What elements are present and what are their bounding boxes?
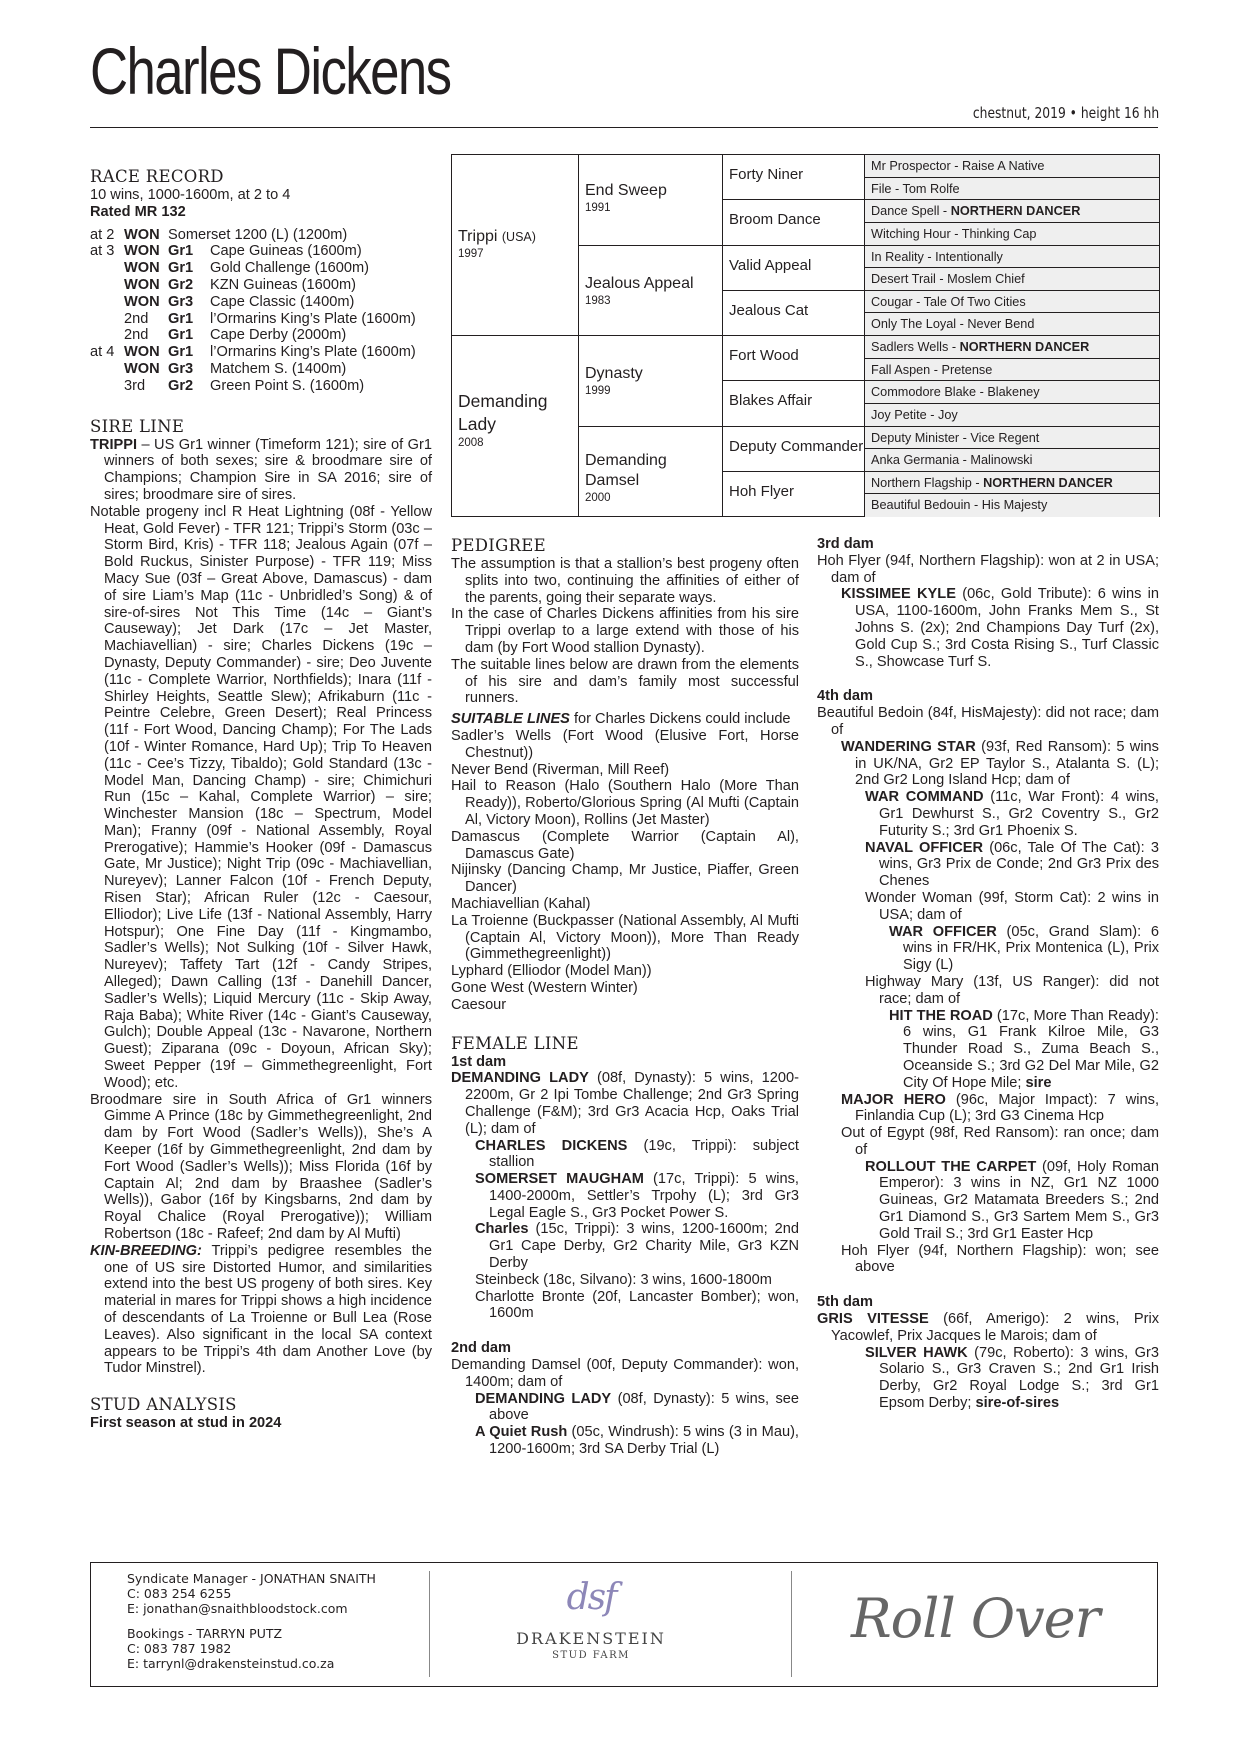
ped-gen4-text: Witching Hour - Thinking Cap — [871, 226, 1037, 241]
ped-gen2-year: 1991 — [585, 202, 611, 214]
ped-dam-cell — [452, 336, 579, 517]
suitable-lines-intro — [451, 711, 799, 728]
ped-gen2-name: Dynasty — [585, 365, 643, 382]
dam1-progeny-item — [475, 1138, 799, 1172]
ped-gen4-text: Joy Petite - Joy — [871, 407, 958, 422]
ped-dam-name: Demanding Lady — [458, 391, 548, 434]
dam1-progeny-item — [475, 1221, 799, 1271]
race-record-race: Cape Guineas (1600m) — [210, 243, 362, 260]
ped-gen4-text: Fall Aspen - Pretense — [871, 362, 993, 377]
dam1-entry — [451, 1070, 799, 1137]
ped-gen4-cell — [865, 427, 1159, 450]
dam1-progeny-text: (19c, Trippi): subject stallion — [489, 1137, 799, 1171]
dam5-progeny-silver-hawk: SILVER HAWK (79c, Roberto): 3 wins, Gr3 Solario S., Gr3 Craven S.; 2nd Gr1 Irish Derby, Gr2 Royal Lodge S.; 3rd Gr1 Epsom Derby; sire-of-sires — [865, 1344, 1159, 1412]
kin-breeding-paragraph — [90, 1243, 432, 1377]
ped-gen2-cell — [579, 427, 723, 517]
race-record-rating: Rated MR 132 — [90, 203, 186, 220]
ped-gen2-name: Jealous Appeal — [585, 275, 694, 292]
dam1-progeny-name: CHARLES DICKENS — [475, 1137, 628, 1154]
race-record-grade: Gr2 — [168, 276, 194, 293]
race-record-race: Cape Classic (1400m) — [210, 293, 355, 310]
ped-gen3-cell — [723, 155, 865, 200]
race-record-race: Gold Challenge (1600m) — [210, 260, 369, 277]
race-record-race: Matchem S. (1400m) — [210, 360, 347, 377]
ped-gen4-text: Deputy Minister - Vice Regent — [871, 430, 1040, 445]
dam1-progeny-name: Charles — [475, 1221, 529, 1238]
left-column — [90, 167, 432, 1432]
race-record-result: WON — [124, 226, 160, 243]
race-record-grade: Gr1 — [168, 243, 194, 260]
dam1-progeny-list — [451, 1138, 799, 1323]
race-record-result: 2nd — [124, 310, 149, 327]
race-record-grade: Gr1 — [168, 310, 194, 327]
race-record-grade: Gr1 — [168, 344, 194, 361]
ped-gen4-cell — [865, 359, 1159, 382]
dsf-monogram-icon: dsf — [566, 1577, 616, 1618]
dam2-progeny-text: (08f, Dynasty): 5 wins, see above — [489, 1390, 799, 1424]
dam2-entry: Demanding Damsel (00f, Deputy Commander): won, 1400m; dam of — [451, 1357, 799, 1390]
dam4-label: 4th dam — [817, 688, 873, 705]
ped-gen3-name: Valid Appeal — [729, 256, 812, 274]
race-record-grade: Gr3 — [168, 360, 194, 377]
race-record-result: WON — [124, 276, 160, 293]
dam1-progeny-text: (15c, Trippi): 3 wins, 1200-1600m; 2nd Gr1 Cape Derby, Gr2 Charity Mile, Gr3 KZN Derby — [489, 1221, 799, 1272]
race-record-summary: 10 wins, 1000-1600m, at 2 to 4 — [90, 187, 291, 203]
ped-gen4-text: In Reality - Intentionally — [871, 249, 1003, 264]
ped-sire-name: Trippi (USA) — [458, 228, 536, 245]
header-rule — [90, 127, 1158, 128]
race-record-age: at 3 — [90, 243, 115, 260]
roll-over-script-logo: Roll Over — [851, 1587, 1100, 1650]
dam4-progeny-out-of-egypt: Out of Egypt (98f, Red Ransom): ran once; dam of — [841, 1125, 1159, 1158]
dam2-progeny-name: A Quiet Rush — [475, 1424, 568, 1441]
race-record-age — [90, 294, 124, 311]
ped-gen4-cell — [865, 494, 1159, 517]
ped-gen4-cell — [865, 381, 1159, 404]
kin-breeding-label: KIN-BREEDING: — [90, 1242, 202, 1259]
syndicate-manager: Syndicate Manager - JONATHAN SNAITH — [127, 1571, 376, 1586]
race-record-age: at 2 — [90, 226, 115, 243]
trippi-name: TRIPPI — [90, 436, 138, 453]
dam4-progeny-highway-mary: Highway Mary (13f, US Ranger): did not race; dam of — [865, 973, 1159, 1007]
suitable-line-item: Lyphard (Elliodor (Model Man)) — [451, 963, 652, 980]
kin-breeding-text: Trippi’s pedigree resembles the one of US sire Distorted Humor, and similarities extend into the best US progeny of both sires. Key material in mares for Trippi shows a high incidence of descendants of La Troienne or Bull Lea (Rose Leaves). Also significant in the local SA context appears to be Trippi’s 4th dam Another Love (by Tudor Minstrel). — [104, 1242, 432, 1377]
dam1-label: 1st dam — [451, 1053, 507, 1070]
stud-analysis-text: First season at stud in 2024 — [90, 1415, 282, 1432]
dam4-progeny-rollout-the-carpet: ROLLOUT THE CARPET (09f, Holy Roman Emperor): 3 wins in NZ, Gr1 NZ 1000 Guineas, Gr2 Matamata Breeders S.; 2nd Gr1 Diamond S., Gr3 Sartem Mem S., Gr3 Gold Trail S.; 3rd Gr1 Easter Hcp — [865, 1158, 1159, 1242]
ped-gen4-cell — [865, 268, 1159, 291]
race-record-result: WON — [124, 293, 160, 310]
dam2-progeny-text: (05c, Windrush): 5 wins (3 in Mau), 1200-1600m; 3rd SA Derby Trial (L) — [489, 1424, 799, 1458]
bookings-manager: Bookings - TARRYN PUTZ — [127, 1626, 283, 1641]
race-record-list — [90, 227, 432, 395]
ped-gen4-text: Northern Flagship - — [871, 475, 984, 490]
ped-gen4-cell — [865, 178, 1159, 201]
ped-gen4-cell — [865, 155, 1159, 178]
dam4-progeny-wandering-star: WANDERING STAR (93f, Red Ransom): 5 wins in UK/NA, Gr2 EP Taylor S., Atalanta S. (L); 2nd Gr2 Long Island Hcp; dam of — [841, 738, 1159, 789]
female-line-heading: FEMALE LINE — [451, 1033, 579, 1053]
suitable-lines-text: for Charles Dickens could include — [569, 711, 791, 728]
race-record-grade: Gr1 — [168, 327, 194, 344]
dam1-name: DEMANDING LADY — [451, 1070, 589, 1087]
bookings-email[interactable]: E: tarrynl@drakensteinstud.co.za — [127, 1656, 335, 1671]
ped-gen3-name: Jealous Cat — [729, 301, 809, 319]
ped-gen2-year: 1999 — [585, 385, 611, 397]
suitable-lines-list — [451, 728, 799, 1014]
suitable-line-item: Gone West (Western Winter) — [451, 979, 638, 996]
dam1-progeny-item — [475, 1289, 799, 1323]
dam4-entry: Beautiful Bedoin (84f, HisMajesty): did not race; dam of — [817, 705, 1159, 738]
dam3-label: 3rd dam — [817, 536, 874, 552]
dam5-entry: GRIS VITESSE (66f, Amerigo): 2 wins, Prix Yacowlef, Prix Jacques le Marois; dam of — [817, 1311, 1159, 1344]
ped-gen4-cell — [865, 200, 1159, 223]
dam1-progeny-text: (17c, Trippi): 5 wins, 1400-2000m, Settler’s Trpohy (L); 3rd Gr3 Legal Eagle S., Gr3 Pocket Power S. — [489, 1171, 799, 1221]
ped-gen4-highlight: NORTHERN DANCER — [950, 204, 1081, 219]
divider-2 — [791, 1571, 792, 1677]
dam4-progeny-major-hero: MAJOR HERO (96c, Major Impact): 7 wins, Finlandia Cup (L); 3rd G3 Cinema Hcp — [841, 1091, 1159, 1125]
race-record-row — [90, 294, 432, 311]
race-record-age — [90, 311, 124, 328]
horse-subtitle: chestnut, 2019 • height 16 hh — [972, 104, 1159, 122]
stud-analysis-heading: STUD ANALYSIS — [90, 1395, 237, 1415]
race-record-row — [90, 361, 432, 378]
suitable-line-item: Nijinsky (Dancing Champ, Mr Justice, Piaffer, Green Dancer) — [451, 862, 799, 896]
ped-gen3-name: Deputy Commander — [729, 437, 864, 455]
ped-gen3-name: Broom Dance — [729, 211, 821, 229]
ped-gen4-cell — [865, 404, 1159, 427]
race-record-result: WON — [124, 360, 160, 377]
ped-gen3-cell — [723, 381, 865, 426]
divider-1 — [429, 1571, 430, 1677]
footer-box — [90, 1562, 1158, 1687]
ped-gen4-cell — [865, 291, 1159, 314]
sire-line-heading: SIRE LINE — [90, 416, 185, 436]
dam3-progeny: KISSIMEE KYLE (06c, Gold Tribute): 6 wins in USA, 1100-1600m, John Franks Mem S., St Johns S. (2x); 2nd Champions Day Turf (2x), Gold Cup S.; 3rd Costa Rising S., Turf Classic S., Showcase Turf S. — [841, 586, 1160, 670]
dam2-progeny-list — [451, 1391, 799, 1458]
pedigree-paragraph-3: The suitable lines below are drawn from the elements of his sire and dam’s family most successful runners. — [451, 656, 799, 707]
dam1-progeny-text: Charlotte Bronte (20f, Lancaster Bomber); won, 1600m — [475, 1288, 799, 1322]
race-record-heading: RACE RECORD — [90, 167, 224, 186]
race-record-result: 3rd — [124, 377, 146, 394]
ped-sire-cell — [452, 155, 579, 336]
dam1-progeny-item — [475, 1272, 799, 1289]
ped-gen2-cell — [579, 246, 723, 336]
ped-gen4-text: Only The Loyal - Never Bend — [871, 317, 1035, 332]
dam4-progeny-hit-the-road: HIT THE ROAD (17c, More Than Ready): 6 wins, G1 Frank Kilroe Mile, G3 Thunder Road S., Zuma Beach S., Oceanside S.; 3rd G2 Del Mar Mile, G2 City Of Hope Mile; sire — [889, 1007, 1159, 1091]
race-record-age — [90, 378, 124, 395]
ped-gen3-cell — [723, 246, 865, 291]
ped-gen2-year: 1983 — [585, 295, 611, 307]
race-record-race: Cape Derby (2000m) — [210, 327, 347, 344]
dam4-progeny-war-officer: WAR OFFICER (05c, Grand Slam): 6 wins in FR/HK, Prix Montenica (L), Prix Sigy (L) — [889, 923, 1159, 974]
ped-gen3-cell — [723, 336, 865, 381]
ped-gen4-highlight: NORTHERN DANCER — [983, 475, 1113, 490]
race-record-grade: Gr3 — [168, 293, 194, 310]
ped-gen4-text: Mr Prospector - Raise A Native — [871, 159, 1045, 173]
suitable-lines-label: SUITABLE LINES — [451, 711, 570, 728]
page-title: Charles Dickens — [90, 34, 451, 108]
race-record-row — [90, 311, 432, 328]
race-record-race: KZN Guineas (1600m) — [210, 276, 356, 293]
ped-gen2-cell — [579, 155, 723, 246]
pedigree-paragraph-2: In the case of Charles Dickens affinities from his sire Trippi overlap to a large extend with those of his dam (by Fort Wood stallion Dynasty). — [451, 606, 799, 656]
trippi-text: – US Gr1 winner (Timeform 121); sire of Gr1 winners of both sexes; sire & broodmare sire of Champions; Champion Sire in SA 2016; sire of sires; broodmare sire of sires. — [104, 436, 432, 503]
race-record-row — [90, 243, 432, 260]
race-record-race: l’Ormarins King’s Plate (1600m) — [210, 310, 416, 327]
ped-gen2-name: End Sweep — [585, 182, 667, 199]
dam2-progeny-item — [475, 1391, 799, 1425]
bookings-phone: C: 083 787 1982 — [127, 1641, 232, 1656]
dam4-progeny-wonder-woman: Wonder Woman (99f, Storm Cat): 2 wins in USA; dam of — [865, 889, 1159, 923]
race-record-age — [90, 361, 124, 378]
ped-gen4-cell — [865, 313, 1159, 336]
ped-gen3-name: Forty Niner — [729, 166, 804, 183]
sire-progeny-paragraph: Notable progeny incl R Heat Lightning (08f - Yellow Heat, Gold Fever) - TFR 121; Trippi’s Storm (03c – Storm Bird, Kris) - TFR 118; Jealous Again (07f – Bold Ruckus, Sinister Purpose) - TFR 119; Miss Macy Sue (03f – Great Above, Damascus) - dam of sire Liam’s Map (11c - Unbridled’s Song) & of sire-of-sires Not This Time (14c – Giant’s Causeway); Jet Dark (17c – Jet Master, Machiavellian) - sire; Charles Dickens (19c – Dynasty, Deputy Commander) - sire; Deo Juvente (11c - Complete Warrior, Northfields); Inara (11f - Shirley Heights, Seattle Slew); Afrikaburn (11c - Peintre Celebre, Green Desert); Real Princess (11f - Fort Wood, Dancing Champ); For The Lads (10f - Winter Romance, Hard Up); Trip To Heaven (11c - Cee’s Tizzy, Tibaldo); Gold Standard (13c - Model Man, Dancing Champ) - sire; Chimichuri Run (15c – Kahal, Complete Warrior) – sire; Winchester Mansion (18c – Spectrum, Model Man); Franny (09f - National Assembly, Royal Prerogative); Hammie’s Hooker (09f - Damascus Gate, Mr Justice); Night Trip (09c - Machiavellian, Nureyev); Lanner Falcon (10f - French Deputy, Risen Star); African Ruler (12c - Caesour, Elliodor); Live Life (13f - National Assembly, Harry Hotspur); One Fine Day (11f - Kingmambo, Sadler’s Wells); Not Sulking (10f - Silver Hawk, Nureyev); Taffety Tart (12f - Candy Stripes, Alleged); Dawn Calling (13f - Danehill Dancer, Sadler’s Wells); Liquid Mercury (11c - Skip Away, Raja Baba); White River (14c - Giant’s Causeway, Gulch); Double Appeal (13c - Navarone, Northern Guest); Ziparana (09c - Doyoun, African Sky); Sweet Pepper (19f – Gimmethegreenlight, Fort Wood); etc. — [90, 503, 432, 1091]
race-record-age — [90, 260, 124, 277]
race-record-result: WON — [124, 260, 160, 277]
race-record-age — [90, 277, 124, 294]
race-record-grade: Gr1 — [168, 260, 194, 277]
dam4-progeny-naval-officer: NAVAL OFFICER (06c, Tale Of The Cat): 3 wins, Gr3 Prix de Conde; 2nd Gr3 Prix des Chenes — [865, 839, 1159, 890]
broodmare-sire-paragraph: Broodmare sire in South Africa of Gr1 winners Gimme A Prince (18c by Gimmethegreenlight, 2nd dam by Fort Wood (Sadler’s Wells)), She’s A Keeper (16f by Gimmethegreenlight, 2nd dam by Fort Wood (Sadler’s Wells)); Miss Florida (16f by Captain Al; 2nd dam by Braashee (Sadler’s Wells)), Gabor (16f by Kingsbarns, 2nd dam by Royal Chalice (Royal Prerogative)); William Robertson (18c - Rafeef; 2nd dam by Al Mufti) — [90, 1091, 432, 1243]
dam2-progeny-item — [475, 1424, 799, 1458]
dam4-progeny-war-command: WAR COMMAND (11c, War Front): 4 wins, Gr1 Dewhurst S., Gr2 Coventry S., Gr2 Futurity S.; 3rd Gr1 Phoenix S. — [865, 789, 1159, 839]
dam1-text: (08f, Dynasty): 5 wins, 1200-2200m, Gr 2 Ipi Tombe Challenge; 2nd Gr3 Spring Challenge (F&M); 3rd Gr3 Acacia Hcp, Oaks Trial (L); dam of — [465, 1070, 799, 1137]
ped-gen3-cell — [723, 200, 865, 245]
race-record-race: Green Point S. (1600m) — [210, 377, 365, 394]
ped-gen3-name: Blakes Affair — [729, 392, 813, 410]
ped-gen4-text: Dance Spell - — [871, 204, 951, 219]
syndicate-phone: C: 083 254 6255 — [127, 1586, 232, 1601]
dam5-label: 5th dam — [817, 1294, 873, 1311]
ped-gen4-text: Commodore Blake - Blakeney — [871, 385, 1040, 400]
ped-gen4-text: File - Tom Rolfe — [871, 181, 960, 196]
suitable-line-item: La Troienne (Buckpasser (National Assembly, Al Mufti (Captain Al, Victory Moon)), More Than Ready (Gimmethegreenlight)) — [451, 912, 799, 963]
dam4-progeny-hoh-flyer: Hoh Flyer (94f, Northern Flagship): won; see above — [841, 1242, 1159, 1276]
ped-gen3-cell — [723, 291, 865, 336]
race-record-result: 2nd — [124, 327, 149, 344]
race-record-age — [90, 327, 124, 344]
dam1-progeny-name: SOMERSET MAUGHAM — [475, 1171, 644, 1188]
suitable-line-item: Never Bend (Riverman, Mill Reef) — [451, 761, 670, 778]
dam2-label: 2nd dam — [451, 1340, 512, 1357]
ped-dam-year: 2008 — [458, 437, 484, 449]
suitable-line-item: Damascus (Complete Warrior (Captain Al), Damascus Gate) — [451, 828, 799, 862]
ped-gen4-cell — [865, 449, 1159, 472]
sire-trippi-paragraph — [90, 437, 432, 504]
middle-column — [451, 536, 799, 1458]
pedigree-heading: PEDIGREE — [451, 536, 546, 555]
dam1-progeny-item — [475, 1171, 799, 1221]
race-record-race: Somerset 1200 (L) (1200m) — [168, 226, 348, 243]
ped-gen2-year: 2000 — [585, 492, 611, 504]
ped-gen4-text: Anka Germania - Malinowski — [871, 453, 1033, 468]
race-record-row — [90, 227, 432, 244]
dam3-entry: Hoh Flyer (94f, Northern Flagship): won at 2 in USA; dam of — [817, 552, 1159, 586]
race-record-row — [90, 260, 432, 277]
race-record-row — [90, 327, 432, 344]
race-record-race: l’Ormarins King’s Plate (1600m) — [210, 344, 416, 361]
race-record-age: at 4 — [90, 344, 115, 361]
logo-name: DRAKENSTEIN — [516, 1629, 666, 1648]
dam2-progeny-name: DEMANDING LADY — [475, 1390, 612, 1407]
drakenstein-logo — [491, 1575, 691, 1661]
ped-gen4-text: Beautiful Bedouin - His Majesty — [871, 498, 1048, 513]
dam1-progeny-text: Steinbeck (18c, Silvano): 3 wins, 1600-1800m — [475, 1271, 772, 1288]
ped-gen4-cell — [865, 472, 1159, 495]
ped-gen3-cell — [723, 427, 865, 472]
race-record-row — [90, 344, 432, 361]
ped-sire-year: 1997 — [458, 248, 484, 260]
logo-subtitle: STUD FARM — [552, 1650, 630, 1661]
ped-gen4-text: Sadlers Wells - — [871, 340, 960, 354]
suitable-line-item: Machiavellian (Kahal) — [451, 895, 591, 912]
ped-gen4-highlight: NORTHERN DANCER — [959, 340, 1090, 354]
race-record-row — [90, 378, 432, 395]
ped-gen3-cell — [723, 472, 865, 517]
ped-gen4-cell — [865, 246, 1159, 269]
race-record-result: WON — [124, 243, 160, 260]
suitable-line-item: Hail to Reason (Halo (Southern Halo (More Than Ready)), Roberto/Glorious Spring (Al Mufti (Captain Al, Victory Moon), Rollins (Jet Master) — [451, 778, 799, 828]
ped-gen4-cell — [865, 223, 1159, 246]
suitable-line-item: Sadler’s Wells (Fort Wood (Elusive Fort, Horse Chestnut)) — [451, 727, 799, 761]
race-record-grade: Gr2 — [168, 377, 194, 394]
syndicate-contact — [127, 1571, 376, 1671]
ped-gen3-name: Fort Wood — [729, 347, 799, 364]
pedigree-paragraph-1: The assumption is that a stallion’s best progeny often splits into two, continuing the affinities of either of the parents, going their separate ways. — [451, 556, 799, 606]
right-column — [817, 536, 1159, 1412]
ped-gen2-name: Demanding Damsel — [585, 452, 667, 489]
ped-gen3-name: Hoh Flyer — [729, 482, 795, 500]
race-record-row — [90, 277, 432, 294]
pedigree-table — [451, 154, 1160, 517]
ped-gen4-cell — [865, 336, 1159, 359]
syndicate-email[interactable]: E: jonathan@snaithbloodstock.com — [127, 1601, 348, 1616]
suitable-line-item: Caesour — [451, 996, 507, 1013]
race-record-result: WON — [124, 344, 160, 361]
ped-gen4-text: Cougar - Tale Of Two Cities — [871, 294, 1026, 309]
ped-gen2-cell — [579, 336, 723, 427]
ped-gen4-text: Desert Trail - Moslem Chief — [871, 272, 1025, 287]
